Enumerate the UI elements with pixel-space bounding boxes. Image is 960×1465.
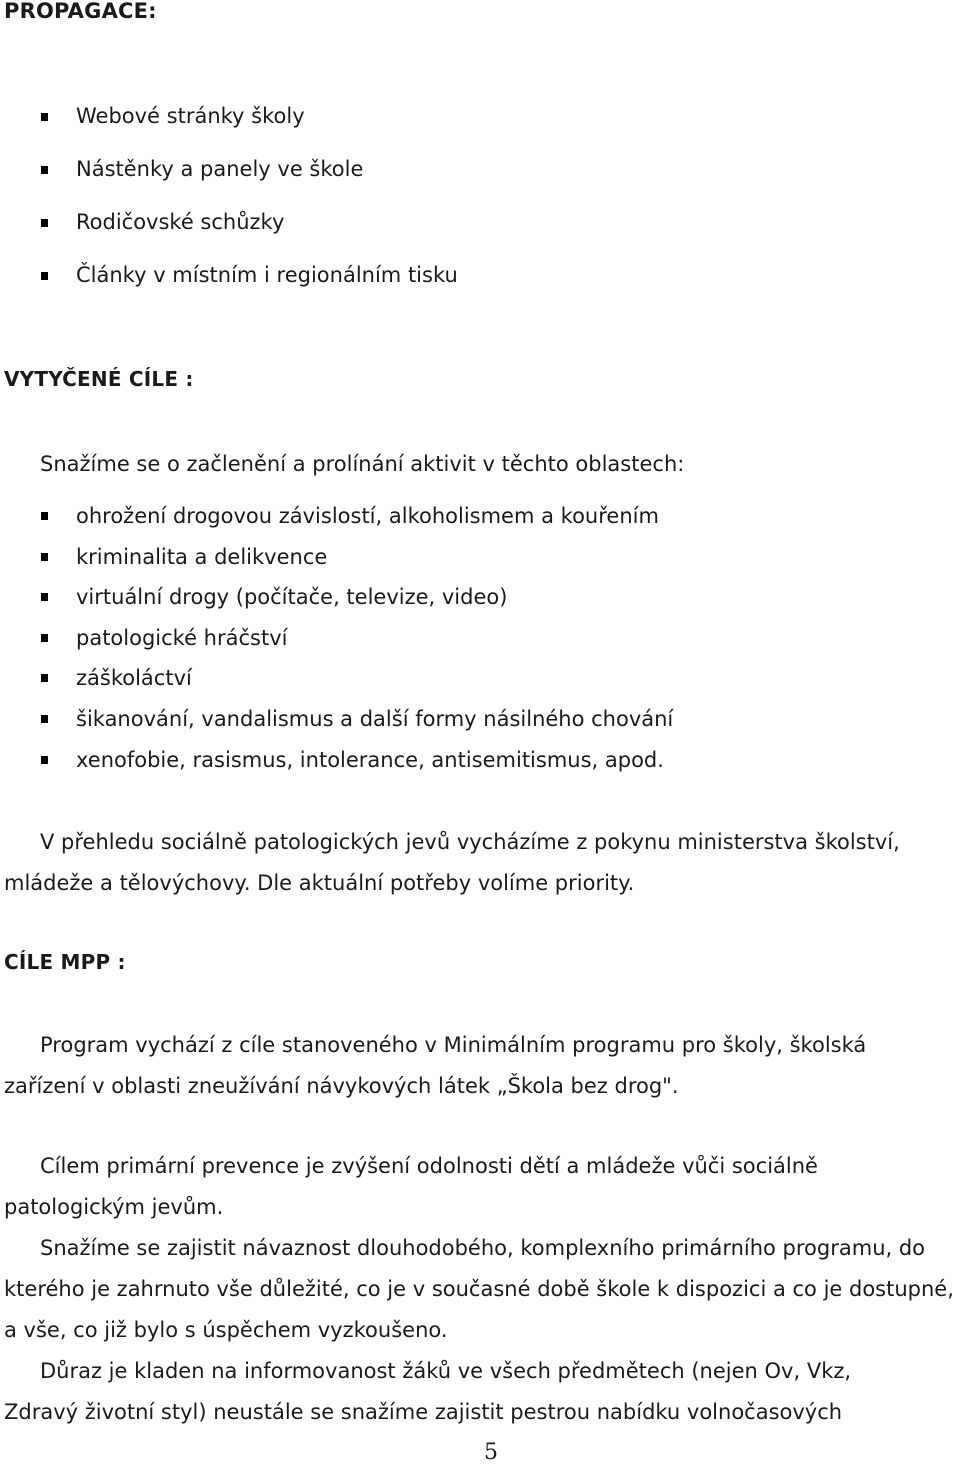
list-item bbox=[0, 202, 458, 255]
mpp-paragraph-3: Snažíme se zajistit návaznost dlouhodobého, komplexního primárního programu, do kterého je zahrnuto vše důležité, co je v současné době škole k dispozici a co je dostupné, a vše, co již bylo s úspěchem vyzkoušeno. bbox=[4, 1236, 954, 1342]
cile-list bbox=[0, 499, 673, 783]
mpp-paragraph-4: Důraz je kladen na informovanost žáků ve všech předmětech (nejen Ov, Vkz, Zdravý životní styl) neustále se snažíme zajistit pestrou nabídku volnočasových bbox=[4, 1359, 852, 1424]
cile-mpp-heading: CÍLE MPP : bbox=[4, 950, 126, 974]
list-item bbox=[0, 743, 673, 784]
square-bullet-icon bbox=[41, 512, 48, 520]
propagace-heading: PROPAGACE: bbox=[4, 0, 157, 23]
list-item-text: virtuální drogy (počítače, televize, video) bbox=[76, 585, 508, 610]
page-number: 5 bbox=[484, 1440, 498, 1465]
list-item bbox=[0, 661, 673, 702]
square-bullet-icon bbox=[41, 634, 48, 642]
overview-paragraph: V přehledu sociálně patologických jevů vycházíme z pokynu ministerstva školství, mládeže a tělovýchovy. Dle aktuální potřeby volíme priority. bbox=[4, 830, 900, 895]
list-item bbox=[0, 96, 458, 149]
list-item bbox=[0, 255, 458, 308]
square-bullet-icon bbox=[41, 272, 48, 280]
cile-intro: Snažíme se o začlenění a prolínání aktivit v těchto oblastech: bbox=[40, 452, 685, 476]
list-item-text: ohrožení drogovou závislostí, alkoholismem a kouřením bbox=[76, 504, 659, 528]
cile-heading: VYTYČENÉ CÍLE : bbox=[4, 367, 194, 391]
list-item-text: záškoláctví bbox=[76, 666, 192, 691]
square-bullet-icon bbox=[41, 219, 48, 227]
list-item-text: Webové stránky školy bbox=[76, 104, 305, 128]
list-item bbox=[0, 540, 673, 581]
list-item bbox=[0, 580, 673, 621]
list-item bbox=[0, 702, 673, 743]
list-item bbox=[0, 499, 673, 540]
square-bullet-icon bbox=[41, 593, 48, 601]
list-item-text: Články v místním i regionálním tisku bbox=[76, 263, 458, 287]
square-bullet-icon bbox=[41, 166, 48, 174]
list-item-text: kriminalita a delikvence bbox=[76, 544, 328, 569]
mpp-paragraph-2: Cílem primární prevence je zvýšení odolnosti dětí a mládeže vůči sociálně patologickým jevům. bbox=[4, 1154, 818, 1219]
square-bullet-icon bbox=[41, 113, 48, 121]
square-bullet-icon bbox=[41, 553, 48, 561]
list-item-text: patologické hráčství bbox=[76, 625, 288, 650]
list-item-text: Rodičovské schůzky bbox=[76, 210, 285, 234]
list-item-text: xenofobie, rasismus, intolerance, antisemitismus, apod. bbox=[76, 747, 664, 772]
list-item bbox=[0, 149, 458, 202]
list-item bbox=[0, 621, 673, 662]
square-bullet-icon bbox=[41, 756, 48, 764]
square-bullet-icon bbox=[41, 715, 48, 723]
propagace-list bbox=[0, 96, 458, 308]
square-bullet-icon bbox=[41, 674, 48, 682]
list-item-text: Nástěnky a panely ve škole bbox=[76, 157, 364, 181]
list-item-text: šikanování, vandalismus a další formy násilného chování bbox=[76, 706, 674, 731]
mpp-paragraph-1: Program vychází z cíle stanoveného v Minimálním programu pro školy, školská zařízení v oblasti zneužívání návykových látek „Škola bez drog". bbox=[4, 1033, 867, 1098]
